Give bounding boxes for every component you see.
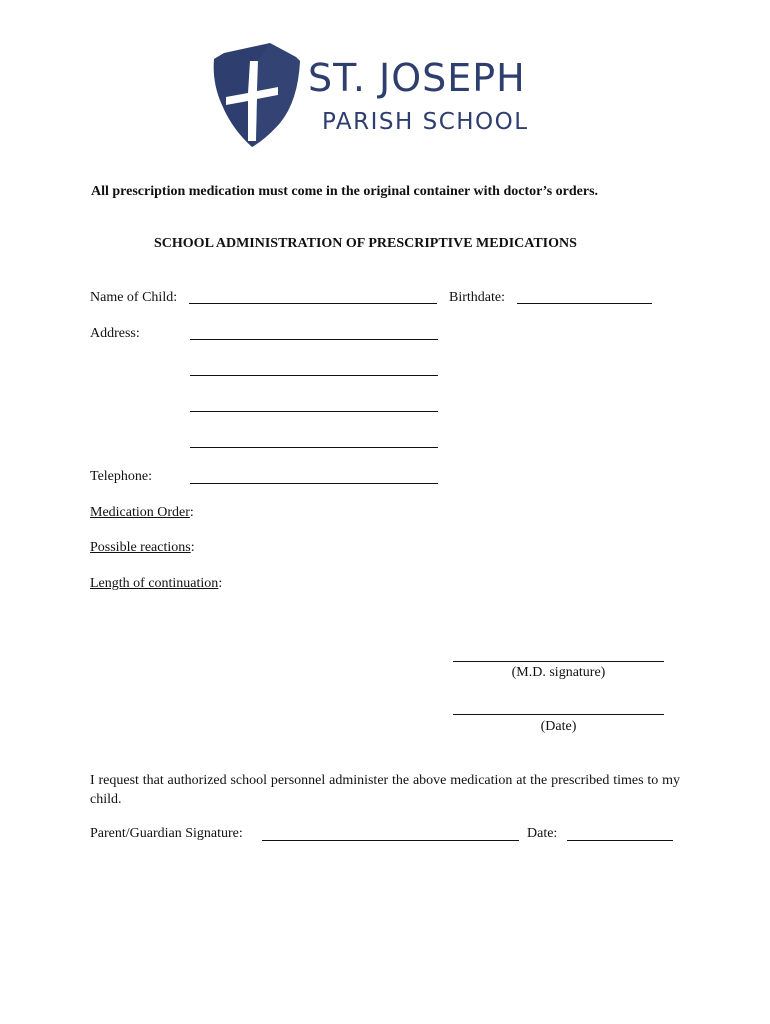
md-signature-field[interactable] xyxy=(453,661,664,662)
birthdate-field[interactable] xyxy=(517,303,652,304)
length-of-continuation-heading: Length of continuation: xyxy=(90,576,223,591)
form-title: SCHOOL ADMINISTRATION OF PRESCRIPTIVE MEDICATIONS xyxy=(154,236,577,251)
telephone-field[interactable] xyxy=(190,483,438,484)
name-of-child-label: Name of Child: xyxy=(90,290,178,305)
date-label: (Date) xyxy=(540,719,577,734)
guardian-date-field[interactable] xyxy=(567,840,673,841)
shield-cross-icon xyxy=(208,43,568,148)
address-field-line-2[interactable] xyxy=(190,375,438,376)
logo-line1: ST. JOSEPH xyxy=(308,56,526,100)
address-field-line-1[interactable] xyxy=(190,339,438,340)
medication-order-heading: Medication Order: xyxy=(90,505,194,520)
birthdate-label: Birthdate: xyxy=(449,290,505,305)
guardian-signature-label: Parent/Guardian Signature: xyxy=(90,826,243,841)
telephone-label: Telephone: xyxy=(90,469,152,484)
md-signature-label: (M.D. signature) xyxy=(511,665,606,680)
name-of-child-field[interactable] xyxy=(189,303,437,304)
guardian-date-label: Date: xyxy=(527,826,558,841)
address-label: Address: xyxy=(90,326,140,341)
address-field-line-4[interactable] xyxy=(190,447,438,448)
notice-text: All prescription medication must come in the original container with doctor’s orders. xyxy=(91,184,599,199)
possible-reactions-heading: Possible reactions: xyxy=(90,540,195,555)
school-logo xyxy=(208,43,568,148)
logo-line2: PARISH SCHOOL xyxy=(322,109,529,135)
date-field[interactable] xyxy=(453,714,664,715)
request-paragraph: I request that authorized school personnel administer the above medication at the prescribed times to my child. xyxy=(90,773,680,807)
guardian-signature-field[interactable] xyxy=(262,840,519,841)
address-field-line-3[interactable] xyxy=(190,411,438,412)
